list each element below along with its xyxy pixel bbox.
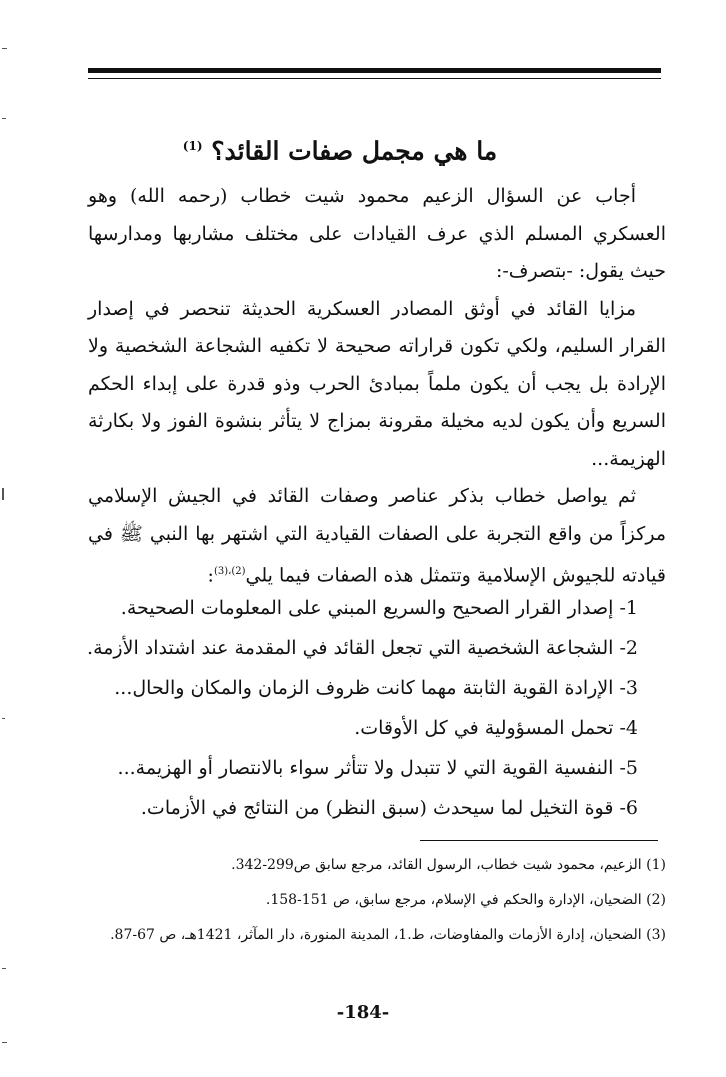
footnote-refs: (2)،(3) [213, 566, 246, 577]
list-item: 3- الإرادة القوية الثابتة مهما كانت ظروف الزمان والمكان والحال... [114, 677, 638, 699]
scan-edge-mark [2, 718, 5, 719]
paragraph-end: : [207, 564, 214, 587]
paragraph-text: ثم يواصل خطاب بذكر عناصر وصفات القائد في الجيش الإسلامي مركزاً من واقع التجربة على الصفات القيادية التي اشتهر بها النبي ﷺ في قيادته للجيوش الإسلامية وتتمثل هذه الصفات فيما يلي [88, 485, 666, 587]
paragraph [88, 478, 666, 595]
page-number: -184- [336, 1002, 390, 1023]
title-footnote-ref: (1) [182, 139, 203, 153]
list-item: 2- الشجاعة الشخصية التي تجعل القائد في المقدمة عند اشتداد الأزمة. [87, 637, 638, 659]
title-text: ما هي مجمل صفات القائد؟ [211, 136, 498, 166]
scan-edge-mark [2, 48, 7, 49]
paragraph: مزايا القائد في أوثق المصادر العسكرية الحديثة تنحصر في إصدار القرار السليم، ولكي تكون قراراته صحيحة لا تكفيه الشجاعة الشخصية ولا الإرادة بل يجب أن يكون ملماً بمبادئ الحرب وذو قدرة على إبداء الحكم السريع وأن يكون لديه مخيلة مقرونة بمزاج لا يتأثر بنشوة الفوز ولا بكارثة الهزيمة... [88, 297, 666, 470]
header-rule-thin [88, 78, 661, 79]
header-rule-thick [88, 68, 661, 73]
list-item: 4- تحمل المسؤولية في كل الأوقات. [354, 717, 638, 739]
qualities-list [87, 588, 638, 828]
page-title [150, 128, 530, 169]
list-item: 1- إصدار القرار الصحيح والسريع المبني على المعلومات الصحيحة. [120, 597, 638, 619]
footnotes [88, 848, 666, 953]
list-item: 5- النفسية القوية التي لا تتبدل ولا تتأثر سواء بالانتصار أو الهزيمة... [117, 757, 638, 779]
body-text [88, 178, 666, 595]
scan-edge-mark [2, 118, 6, 119]
scan-edge-mark [2, 968, 6, 969]
list-item: 6- قوة التخيل لما سيحدث (سبق النظر) من النتائج في الأزمات. [140, 797, 638, 819]
paragraph: أجاب عن السؤال الزعيم محمود شيت خطاب (رحمه الله) وهو العسكري المسلم الذي عرف القيادات على مختلف مشاربها ومدارسها حيث يقول: -بتصرف-: [88, 185, 666, 282]
scan-edge-mark [2, 488, 4, 500]
footnote-separator [420, 840, 658, 841]
footnote: (3) الضحيان، إدارة الأزمات والمفاوضات، ط.1، المدينة المنورة، دار المآثر، 1421هـ، ص 67-87. [110, 927, 666, 943]
footnote: (1) الزعيم، محمود شيت خطاب، الرسول القائد، مرجع سابق ص299-342. [231, 857, 666, 873]
scan-edge-mark [2, 1042, 7, 1043]
footnote: (2) الضحيان، الإدارة والحكم في الإسلام، مرجع سابق، ص 151-158. [265, 892, 666, 908]
